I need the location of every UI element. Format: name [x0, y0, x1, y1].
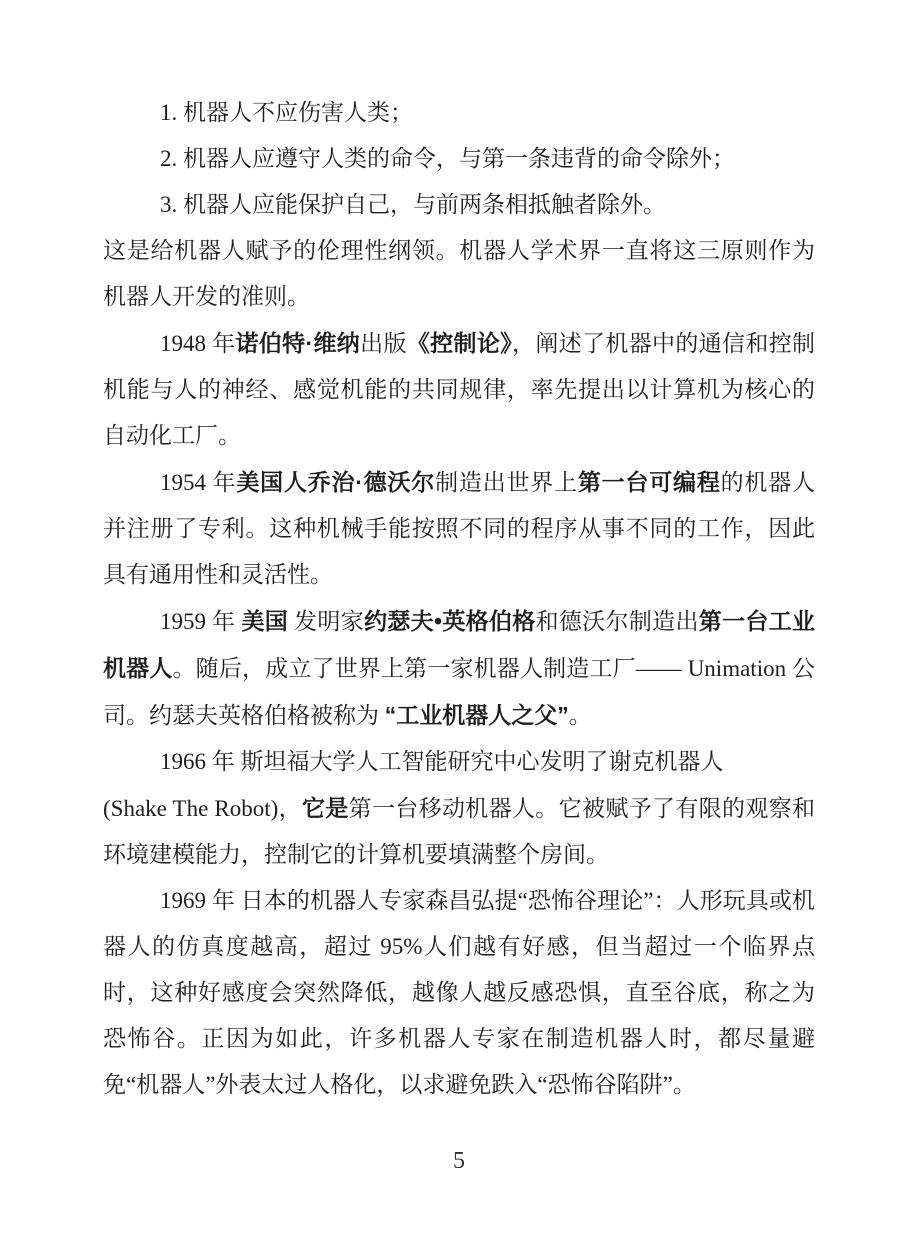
text-run: 1966 年 斯坦福大学人工智能研究中心发明了谢克机器人: [160, 749, 724, 774]
text-run: ，阐述了机器中的通信和控制机能与人的神经、感觉机能的共同规律，率先提出以计算机为核心的自动化工厂。: [103, 331, 816, 448]
text-run: 2. 机器人应遵守人类的命令，与第一条违背的命令除外；: [160, 146, 735, 171]
bold-text-run: 美国人乔治·德沃尔: [236, 469, 436, 495]
paragraph: [103, 878, 815, 1108]
text-run: 。: [568, 703, 592, 728]
bold-text-run: 诺伯特·维纳: [235, 330, 361, 356]
text-run: 1954 年: [160, 470, 237, 495]
paragraph: [103, 90, 815, 136]
text-run: 和德沃尔制造出: [535, 609, 699, 634]
document-body: [103, 90, 815, 1108]
bold-text-run: 约瑟夫•英格伯格: [364, 608, 536, 634]
bold-text-run: 美国: [241, 608, 289, 634]
paragraph: [103, 459, 815, 598]
text-run: 出版: [360, 331, 407, 356]
text-run: 制造出世界上: [435, 470, 578, 495]
text-run: 1. 机器人不应伤害人类；: [160, 100, 413, 125]
bold-text-run: 《控制论》: [406, 330, 512, 356]
paragraph: [103, 182, 815, 228]
text-run: 发明家: [288, 609, 365, 634]
text-run: 的机器人并注册了专利。这种机械手能按照不同的程序从事不同的工作，因此具有通用性和灵活性。: [103, 470, 816, 587]
paragraph: [103, 320, 815, 459]
bold-text-run: 它是: [301, 795, 349, 821]
text-run: 。随后，成立了世界上第一家机器人制造工厂—— Unimation 公司。约瑟夫英格伯格被称为: [103, 656, 815, 728]
paragraph: [103, 228, 815, 320]
page-number: 5: [453, 1148, 465, 1174]
paragraph: [103, 136, 815, 182]
text-run: 1948 年: [160, 331, 236, 356]
text-run: 1969 年 日本的机器人专家森昌弘提“恐怖谷理论”：人形玩具或机器人的仿真度越高，超过 95%人们越有好感，但当超过一个临界点时，这种好感度会突然降低，越像人越反感恐惧，直至谷底，称之为恐怖谷。正因为如此，许多机器人专家在制造机器人时，都尽量避免“机器人”外表太过人格化，以求避免跌入“恐怖谷陷阱”。: [103, 888, 815, 1097]
bold-text-run: 第一台可编程: [577, 469, 721, 495]
text-run: 1959 年: [160, 609, 242, 634]
text-run: 3. 机器人应能保护自己，与前两条相抵触者除外。: [160, 192, 666, 217]
text-run: (Shake The Robot)，: [103, 796, 302, 821]
text-run: 这是给机器人赋予的伦理性纲领。机器人学术界一直将这三原则作为机器人开发的准则。: [103, 238, 815, 309]
text-run: 第一台移动机器人。它被赋予了有限的观察和环境建模能力，控制它的计算机要填满整个房间。: [103, 796, 816, 867]
bold-text-run: 第一台工业机器人: [103, 608, 816, 681]
paragraph: [103, 739, 815, 878]
bold-text-run: “工业机器人之父”: [384, 702, 569, 728]
paragraph: [103, 598, 815, 739]
